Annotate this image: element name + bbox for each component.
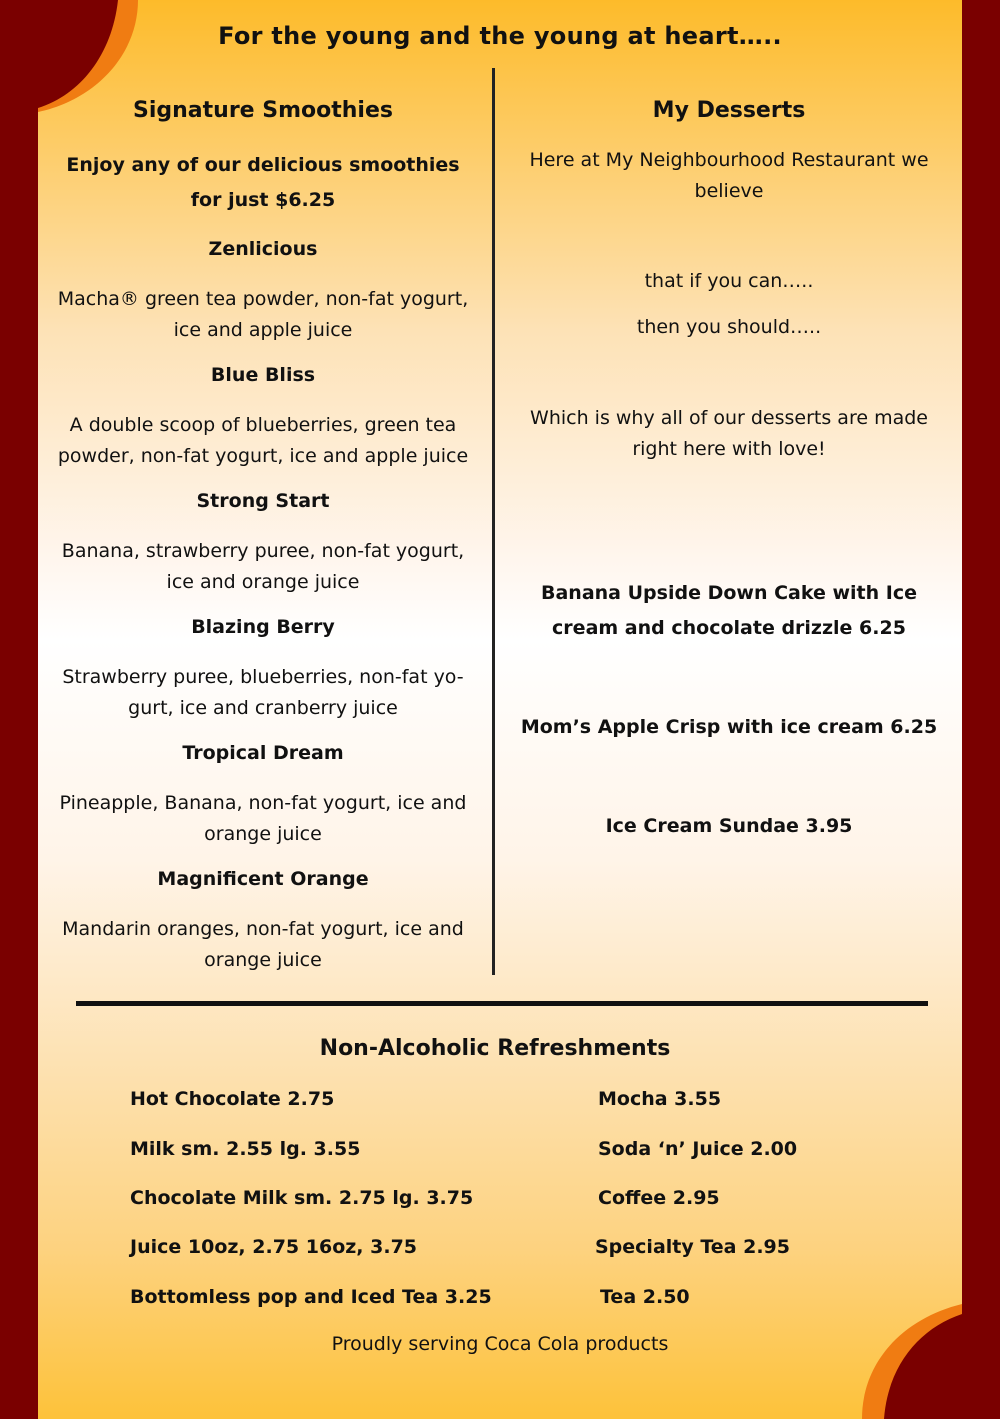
smoothie-desc-line-1: Pineapple, Banana, non-fat yogurt, ice and [59, 792, 467, 814]
dessert-item [502, 576, 956, 646]
desserts-love [502, 403, 956, 465]
drink-item: Tea 2.50 [600, 1286, 690, 1308]
smoothie-item [40, 490, 486, 598]
drink-item: Hot Chocolate 2.75 [130, 1088, 335, 1110]
smoothie-desc-line-2: gurt, ice and cranberry juice [128, 697, 398, 719]
smoothie-desc-line-1: Mandarin oranges, non-fat yogurt, ice and [62, 918, 464, 940]
smoothie-item [40, 616, 486, 724]
smoothie-name: Magnificent Orange [157, 868, 369, 890]
column-divider [492, 68, 495, 975]
drink-item: Bottomless pop and Iced Tea 3.25 [130, 1286, 492, 1308]
dessert-item [502, 710, 956, 745]
desserts-line-then: then you should….. [636, 316, 822, 338]
desserts-love-line-2: right here with love! [632, 438, 826, 460]
smoothie-name: Blazing Berry [191, 616, 335, 638]
smoothies-intro-line-1: Enjoy any of our delicious smoothies [66, 154, 460, 176]
desserts-intro-line-1: Here at My Neighbourhood Restaurant we [529, 149, 929, 171]
smoothie-desc-line-2: orange juice [204, 949, 322, 971]
smoothie-desc-line-1: A double scoop of blueberries, green tea [69, 414, 457, 436]
dessert-item-line-1: Banana Upside Down Cake with Ice [541, 582, 917, 604]
smoothies-title: Signature Smoothies [133, 98, 393, 123]
smoothie-name: Strong Start [196, 490, 330, 512]
smoothie-name: Tropical Dream [182, 742, 344, 764]
drink-item: Specialty Tea 2.95 [595, 1236, 791, 1258]
smoothie-item [40, 238, 486, 346]
smoothie-item [40, 868, 486, 976]
smoothie-desc-line-1: Banana, strawberry puree, non-fat yogurt, [61, 540, 465, 562]
smoothie-desc-line-2: ice and orange juice [166, 571, 360, 593]
smoothie-desc-line-2: powder, non-fat yogurt, ice and apple juice [57, 445, 469, 467]
dessert-item-line-1: Mom’s Apple Crisp with ice cream 6.25 [520, 716, 938, 738]
smoothies-intro-line-2: for just $6.25 [190, 189, 336, 211]
drink-item: Juice 10oz, 2.75 16oz, 3.75 [130, 1236, 418, 1258]
drink-item: Soda ‘n’ Juice 2.00 [598, 1138, 798, 1160]
desserts-line-if: that if you can….. [644, 270, 814, 292]
desserts-title: My Desserts [652, 98, 806, 123]
smoothie-item [40, 364, 486, 472]
smoothie-desc-line-2: orange juice [204, 823, 322, 845]
dessert-item-line-2: cream and chocolate drizzle 6.25 [552, 617, 906, 639]
dessert-item [502, 809, 956, 844]
smoothie-name: Blue Bliss [210, 364, 316, 386]
smoothie-desc-line-2: ice and apple juice [173, 319, 353, 341]
refreshments-title: Non-Alcoholic Refreshments [319, 1036, 671, 1061]
smoothie-name: Zenlicious [208, 238, 318, 260]
footer-note: Proudly serving Coca Cola products [331, 1333, 669, 1355]
drink-item: Milk sm. 2.55 lg. 3.55 [130, 1138, 361, 1160]
desserts-love-line-1: Which is why all of our desserts are made [530, 407, 928, 429]
smoothies-section [40, 98, 486, 218]
bottom-right-swoosh [850, 1300, 1000, 1419]
drink-item: Mocha 3.55 [598, 1088, 722, 1110]
smoothie-item [40, 742, 486, 850]
smoothie-desc-line-1: Macha® green tea powder, non-fat yogurt, [57, 288, 469, 310]
section-divider [76, 1001, 928, 1006]
smoothie-desc-line-1: Strawberry puree, blueberries, non-fat yo- [62, 666, 464, 688]
drink-item: Coffee 2.95 [598, 1187, 720, 1209]
desserts-section [502, 98, 956, 207]
desserts-intro-line-2: believe [694, 180, 764, 202]
drink-item: Chocolate Milk sm. 2.75 lg. 3.75 [130, 1187, 474, 1209]
dessert-item-line-1: Ice Cream Sundae 3.95 [605, 815, 853, 837]
menu-header-title: For the young and the young at heart….. [218, 22, 782, 50]
